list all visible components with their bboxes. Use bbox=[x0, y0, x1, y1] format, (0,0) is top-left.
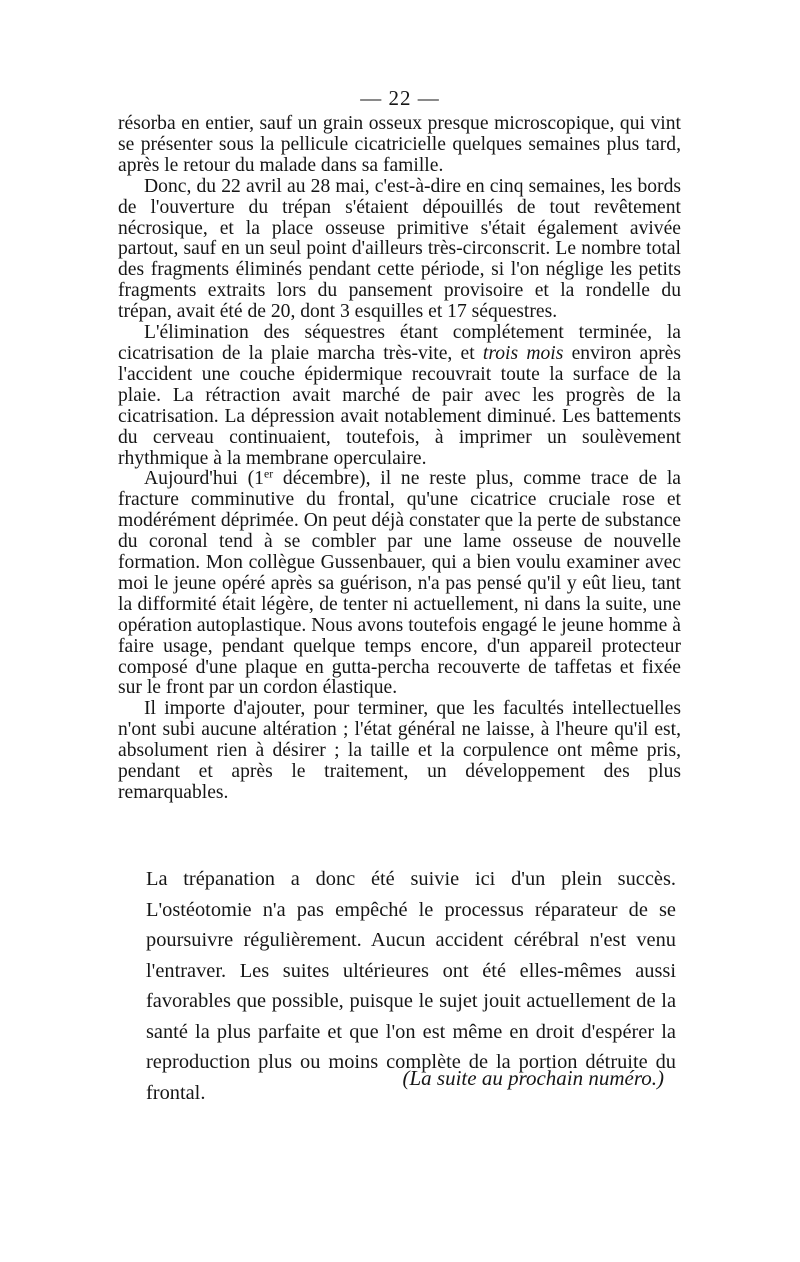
paragraph-3-text-end: environ après l'accident une couche épidermique recouvrait toute la surface de la plaie. La rétraction avait marché de pair avec les progrès de la cicatrisation. La dépression avait notablement diminué. Les battements du cerveau continuaient, toutefois, à imprimer un soulèvement rhythmique à la membrane operculaire. bbox=[118, 342, 681, 469]
paragraph-3 bbox=[118, 323, 681, 469]
paragraph-3-emphasis: trois mois bbox=[482, 342, 564, 364]
page-number: — 22 — bbox=[360, 86, 440, 110]
paragraph-3-text-start: L'élimination des séquestres étant complétement terminée, la cicatrisation de la plaie marcha très-vite, et bbox=[118, 322, 681, 364]
paragraph-4-text-start: Aujourd'hui (1 bbox=[144, 468, 264, 490]
main-text-block bbox=[118, 114, 681, 804]
paragraph-1: résorba en entier, sauf un grain osseux presque microscopique, qui vint se présenter sous la pellicule cicatricielle quelques semaines plus tard, après le retour du malade dans sa famille. bbox=[118, 113, 681, 176]
paragraph-4-superscript: er bbox=[263, 467, 274, 481]
paragraph-4-text-end: décembre), il ne reste plus, comme trace de la fracture comminutive du frontal, qu'une cicatrice cruciale rose et modérément déprimée. On peut déjà constater que la perte de substance du coronal tend à se combler par une lame osseuse de nouvelle formation. Mon collègue Gussenbauer, qui a bien voulu examiner avec moi le jeune opéré après sa guérison, n'a pas pensé qu'il y eût lieu, tant la difformité était légère, de tenter ni actuellement, ni dans la suite, une opération autoplastique. Nous avons toutefois engagé le jeune homme à faire usage, pendant quelque temps encore, d'un appareil protecteur composé d'une plaque en gutta-percha recouverte de taffetas et fixée sur le front par un cordon élastique. bbox=[118, 468, 681, 699]
conclusion-paragraph: La trépanation a donc été suivie ici d'un plein succès. L'ostéotomie n'a pas empêché le processus réparateur de se poursuivre régulièrement. Aucun accident cérébral n'est venu l'entraver. Les suites ultérieures ont été elles-mêmes aussi favorables que possible, puisque le sujet jouit actuellement de la santé la plus parfaite et que l'on est même en droit d'espérer la reproduction plus ou moins complète de la portion détruite du frontal. bbox=[146, 868, 676, 1104]
paragraph-2: Donc, du 22 avril au 28 mai, c'est-à-dire en cinq semaines, les bords de l'ouverture du trépan s'étaient dépouillés de tout revêtement nécrosique, et la place osseuse primitive s'était également avivée partout, sauf en un seul point d'ailleurs très-circonscrit. Le nombre total des fragments éliminés pendant cette période, si l'on néglige les petits fragments extraits lors du pansement provisoire et la rondelle du trépan, avait été de 20, dont 3 esquilles et 17 séquestres. bbox=[118, 175, 681, 323]
paragraph-5: Il importe d'ajouter, pour terminer, que les facultés intellectuelles n'ont subi aucune altération ; l'état général ne laisse, à l'heure qu'il est, absolument rien à désirer ; la taille et la corpulence ont même pris, pendant et après le traitement, un développement des plus remarquables. bbox=[118, 698, 681, 803]
continued-note: (La suite au prochain numéro.) bbox=[402, 1066, 664, 1090]
paragraph-4 bbox=[118, 469, 681, 699]
